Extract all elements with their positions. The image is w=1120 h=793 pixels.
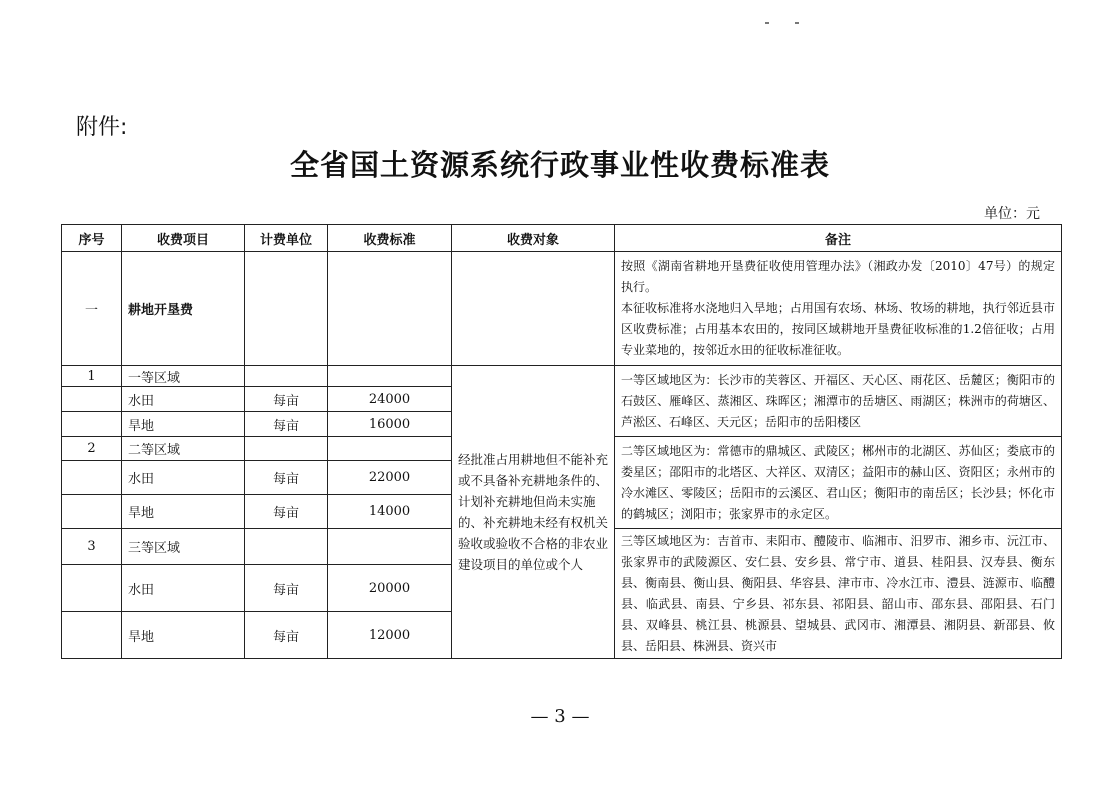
- main-item-unit: [245, 252, 328, 366]
- item-standard: 20000: [328, 565, 452, 612]
- page-title: 全省国土资源系统行政事业性收费标准表: [289, 148, 830, 182]
- table-row: [62, 252, 1062, 366]
- item-unit: 每亩: [245, 495, 328, 529]
- item-unit: 每亩: [245, 612, 328, 659]
- item-unit: 每亩: [245, 565, 328, 612]
- header-seq: 序号: [62, 225, 122, 252]
- item-standard: 14000: [328, 495, 452, 529]
- zone-unit: [245, 529, 328, 565]
- page-number: — 3 —: [530, 706, 590, 727]
- item-standard: 24000: [328, 387, 452, 412]
- fee-standard-table: [61, 224, 1062, 659]
- header-note: 备注: [615, 225, 1062, 252]
- zone-standard: [328, 529, 452, 565]
- item-seq: [62, 412, 122, 437]
- item-unit: 每亩: [245, 387, 328, 412]
- header-standard: 收费标准: [328, 225, 452, 252]
- item-name: 水田: [122, 461, 245, 495]
- table-row: [62, 366, 1062, 387]
- item-seq: [62, 612, 122, 659]
- main-item-target: [452, 252, 615, 366]
- zone-name: 二等区域: [122, 437, 245, 461]
- zone-seq: 1: [62, 366, 122, 387]
- item-seq: [62, 495, 122, 529]
- zone-name: 一等区域: [122, 366, 245, 387]
- item-unit: 每亩: [245, 412, 328, 437]
- item-name: 旱地: [122, 495, 245, 529]
- zone-name: 三等区域: [122, 529, 245, 565]
- scan-speck: [765, 22, 769, 24]
- item-name: 水田: [122, 565, 245, 612]
- scan-speck: [795, 22, 799, 24]
- zone-standard: [328, 437, 452, 461]
- item-standard: 12000: [328, 612, 452, 659]
- zone-seq: 2: [62, 437, 122, 461]
- item-name: 水田: [122, 387, 245, 412]
- main-item-name: 耕地开垦费: [122, 252, 245, 366]
- zone-note: 二等区域地区为：常德市的鼎城区、武陵区；郴州市的北湖区、苏仙区；娄底市的娄星区；邵阳市的北塔区、大祥区、双清区；益阳市的赫山区、资阳区；永州市的冷水滩区、零陵区；岳阳市的云溪区、君山区；衡阳市的南岳区；长沙县；怀化市的鹤城区；浏阳市；张家界市的永定区。: [615, 437, 1062, 529]
- unit-label: 单位：元: [984, 206, 1040, 222]
- zone-note: 三等区域地区为：吉首市、耒阳市、醴陵市、临湘市、汨罗市、湘乡市、沅江市、张家界市的武陵源区、安仁县、安乡县、常宁市、道县、桂阳县、汉寿县、衡东县、衡南县、衡山县、衡阳县、华容县、津市市、冷水江市、澧县、涟源市、临醴县、临武县、南县、宁乡县、祁东县、祁阳县、韶山市、邵东县、邵阳县、石门县、双峰县、桃江县、桃源县、望城县、武冈市、湘潭县、湘阴县、新邵县、攸县、岳阳县、株洲县、资兴市: [615, 529, 1062, 659]
- item-name: 旱地: [122, 612, 245, 659]
- zone-note: 一等区域地区为：长沙市的芙蓉区、开福区、天心区、雨花区、岳麓区；衡阳市的石鼓区、雁峰区、蒸湘区、珠晖区；湘潭市的岳塘区、雨湖区；株洲市的荷塘区、芦淞区、石峰区、天元区；岳阳市的岳阳楼区: [615, 366, 1062, 437]
- main-item-note: [615, 252, 1062, 366]
- main-item-standard: [328, 252, 452, 366]
- zone-unit: [245, 366, 328, 387]
- item-seq: [62, 565, 122, 612]
- table-header-row: [62, 225, 1062, 252]
- header-target: 收费对象: [452, 225, 615, 252]
- main-item-seq: 一: [62, 252, 122, 366]
- zone-seq: 3: [62, 529, 122, 565]
- attachment-label: 附件:: [76, 115, 128, 140]
- item-unit: 每亩: [245, 461, 328, 495]
- zone-unit: [245, 437, 328, 461]
- note-paragraph: 按照《湖南省耕地开垦费征收使用管理办法》（湘政办发〔2010〕47号）的规定执行。: [621, 259, 1055, 294]
- note-paragraph: 本征收标准将水浇地归入旱地；占用国有农场、林场、牧场的耕地，执行邻近县市区收费标准；占用基本农田的，按同区域耕地开垦费征收标准的1.2倍征收；占用专业菜地的，按邻近水田的征收标准征收。: [621, 301, 1055, 357]
- zone-standard: [328, 366, 452, 387]
- item-standard: 16000: [328, 412, 452, 437]
- fee-target-cell: 经批准占用耕地但不能补充或不具备补充耕地条件的、计划补充耕地但尚未实施的、补充耕地未经有权机关验收或验收不合格的非农业建设项目的单位或个人: [452, 366, 615, 659]
- item-name: 旱地: [122, 412, 245, 437]
- item-seq: [62, 387, 122, 412]
- header-unit: 计费单位: [245, 225, 328, 252]
- item-seq: [62, 461, 122, 495]
- item-standard: 22000: [328, 461, 452, 495]
- header-item: 收费项目: [122, 225, 245, 252]
